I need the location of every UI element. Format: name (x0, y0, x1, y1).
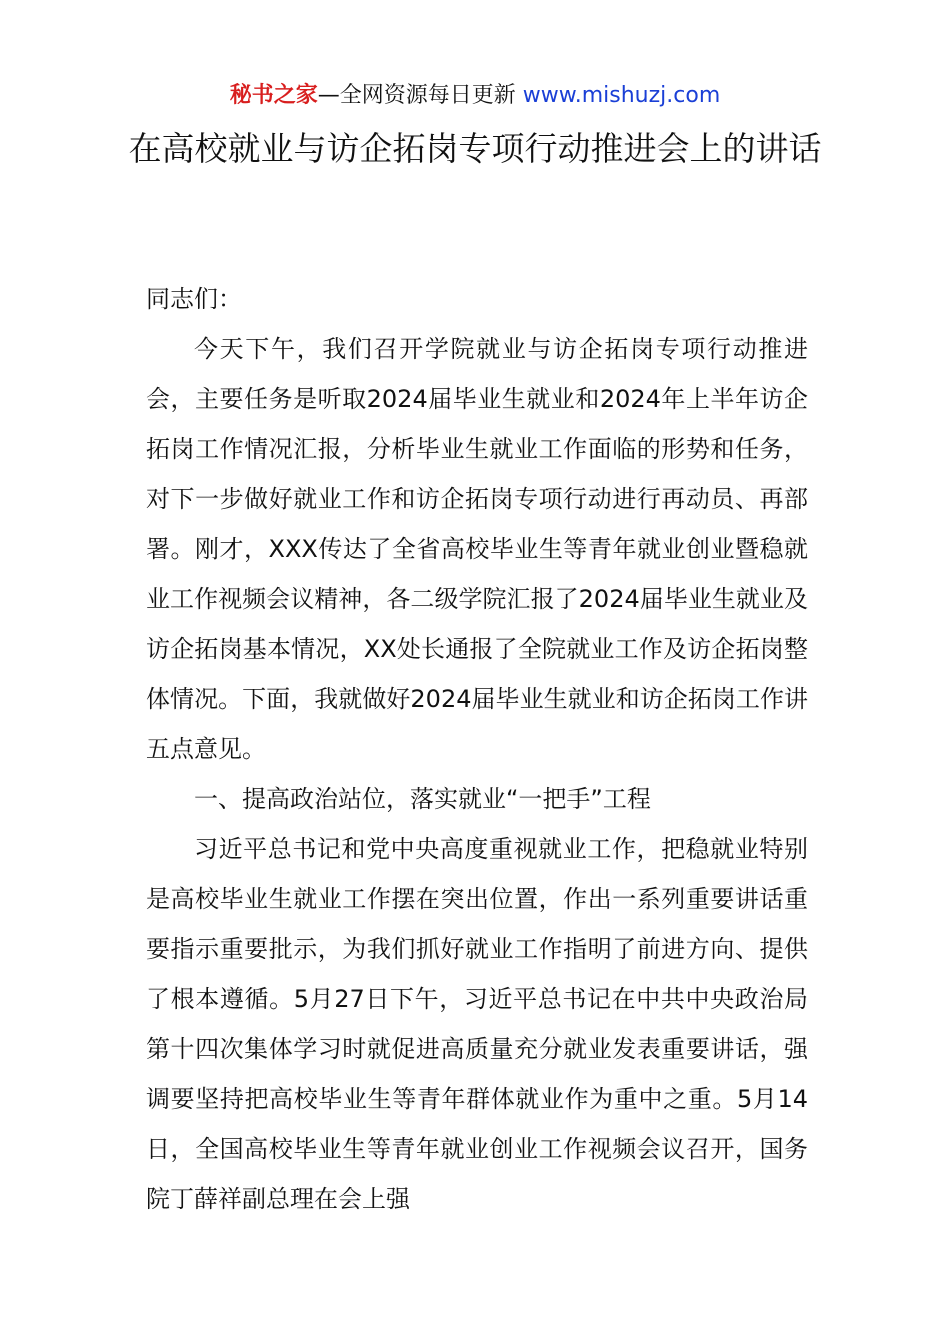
brand-name: 秘书之家 (229, 83, 318, 108)
header-tagline: —全网资源每日更新 (317, 83, 516, 108)
salutation: 同志们： (146, 285, 242, 313)
site-header (0, 80, 950, 112)
body-paragraph: 习近平总书记和党中央高度重视就业工作，把稳就业特别是高校毕业生就业工作摆在突出位置，作出一系列重要讲话重要指示重要批示，为我们抓好就业工作指明了前进方向、提供了根本遵循。5月27日下午，习近平总书记在中共中央政治局第十四次集体学习时就促进高质量充分就业发表重要讲话，强调要坚持把高校毕业生等青年群体就业作为重中之重。5月14日，全国高校毕业生等青年就业创业工作视频会议召开，国务院丁薛祥副总理在会上强 (146, 835, 808, 1213)
site-url-link[interactable]: www.mishuzj.com (522, 83, 721, 108)
document-body (146, 274, 808, 1224)
document-title: 在高校就业与访企拓岗专项行动推进会上的讲话 (128, 129, 822, 168)
body-paragraph: 今天下午，我们召开学院就业与访企拓岗专项行动推进会，主要任务是听取2024届毕业生就业和2024年上半年访企拓岗工作情况汇报，分析毕业生就业工作面临的形势和任务，对下一步做好就业工作和访企拓岗专项行动进行再动员、再部署。刚才，XXX传达了全省高校毕业生等青年就业创业暨稳就业工作视频会议精神，各二级学院汇报了2024届毕业生就业及访企拓岗基本情况，XX处长通报了全院就业工作及访企拓岗整体情况。下面，我就做好2024届毕业生就业和访企拓岗工作讲五点意见。 (146, 335, 808, 763)
section-heading: 一、提高政治站位，落实就业“一把手”工程 (194, 785, 651, 813)
